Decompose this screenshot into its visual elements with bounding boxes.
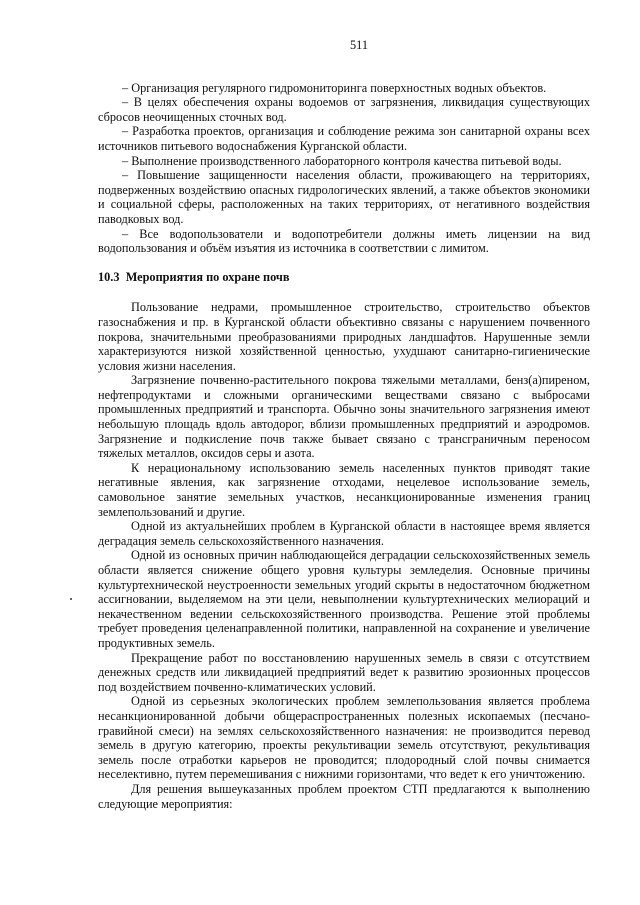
paragraph: Одной из актуальнейших проблем в Курганской области в настоящее время является деградация земель сельскохозяйственного назначения. (98, 519, 590, 548)
list-item: – Разработка проектов, организация и соблюдение режима зон санитарной охраны всех источников питьевого водоснабжения Курганской области. (98, 124, 590, 153)
section-title: Мероприятия по охране почв (125, 269, 290, 284)
paragraph: Пользование недрами, промышленное строительство, строительство объектов газоснабжения и пр. в Курганской области объективно связаны с нарушением почвенного покрова, значительными преобразованиями природных ландшафтов. Нарушенные земли характеризуются низкой хозяйственной ценностью, ухудшают санитарно-гигиенические условия жизни населения. (98, 300, 590, 373)
measures-list (98, 81, 590, 256)
list-item: – Организация регулярного гидромониторинга поверхностных водных объектов. (122, 80, 547, 95)
list-item: – Все водопользователи и водопотребители должны иметь лицензии на вид водопользования и объём изъятия из источника в соответствии с лимитом. (98, 226, 590, 256)
list-item: – Выполнение производственного лабораторного контроля качества питьевой воды. (122, 153, 562, 168)
section-number: 10.3 (98, 269, 120, 284)
paragraph: Одной из основных причин наблюдающейся деградации сельскохозяйственных земель области является снижение общего уровня культуры земледелия. Основные причины культуртехнической неустроенности земельных угодий скрыты в недостаточном бюджетном ассигновании, выделяемом на эти цели, невыполнении культуртехнических мелиораций и некачественном ведении сельскохозяйственного производства. Решение этой проблемы требует проведения целенаправленной политики, направленной на сохранение и увеличение продуктивных земель. (98, 548, 590, 650)
paragraph: Для решения вышеуказанных проблем проектом СТП предлагаются к выполнению следующие мероприятия: (98, 781, 590, 811)
section-body (98, 300, 590, 811)
paragraph: К нерациональному использованию земель населенных пунктов приводят такие негативные явления, как загрязнение отходами, нецелевое использование земель, самовольное занятие земельных участков, несанкционированные изменения границ землепользований и другие. (98, 460, 590, 519)
paragraph: Загрязнение почвенно-растительного покрова тяжелыми металлами, бенз(а)пиреном, нефтепродуктами и сложными органическими веществами связано с выбросами промышленных предприятий и транспорта. Обычно зоны значительного загрязнения имеют небольшую площадь вдоль автодорог, вблизи промышленных предприятий и аэродромов. Загрязнение и подкисление почв также бывает связано с трансграничным переносом тяжелых металлов, оксидов серы и азота. (98, 373, 590, 461)
list-item: – Повышение защищенности населения области, проживающего на территориях, подверженных воздействию опасных гидрологических явлений, а также объектов экономики и социальной сферы, расположенных на таких территориях, от негативного воздействия паводковых вод. (98, 168, 590, 226)
section-heading (98, 270, 590, 285)
page-number: 511 (350, 38, 368, 52)
paragraph: Одной из серьезных экологических проблем землепользования является проблема несанкционированной добычи общераспространенных полезных ископаемых (песчано-гравийной смеси) на землях сельскохозяйственного назначения: не производится перевод земель в другую категорию, проекты рекультивации земель отсутствуют, рекультивация земель после отработки карьеров не проводится; плодородный слой почвы снимается неселективно, путем перемешивания с нижними горизонтами, что ведет к его уничтожению. (98, 694, 590, 782)
scan-mark (70, 598, 72, 600)
list-item: – В целях обеспечения охраны водоемов от загрязнения, ликвидация существующих сбросов неочищенных сточных вод. (98, 95, 590, 124)
paragraph: Прекращение работ по восстановлению нарушенных земель в связи с отсутствием денежных средств или ликвидацией предприятий ведет к развитию эрозионных процессов под воздействием почвенно-климатических условий. (98, 650, 590, 694)
